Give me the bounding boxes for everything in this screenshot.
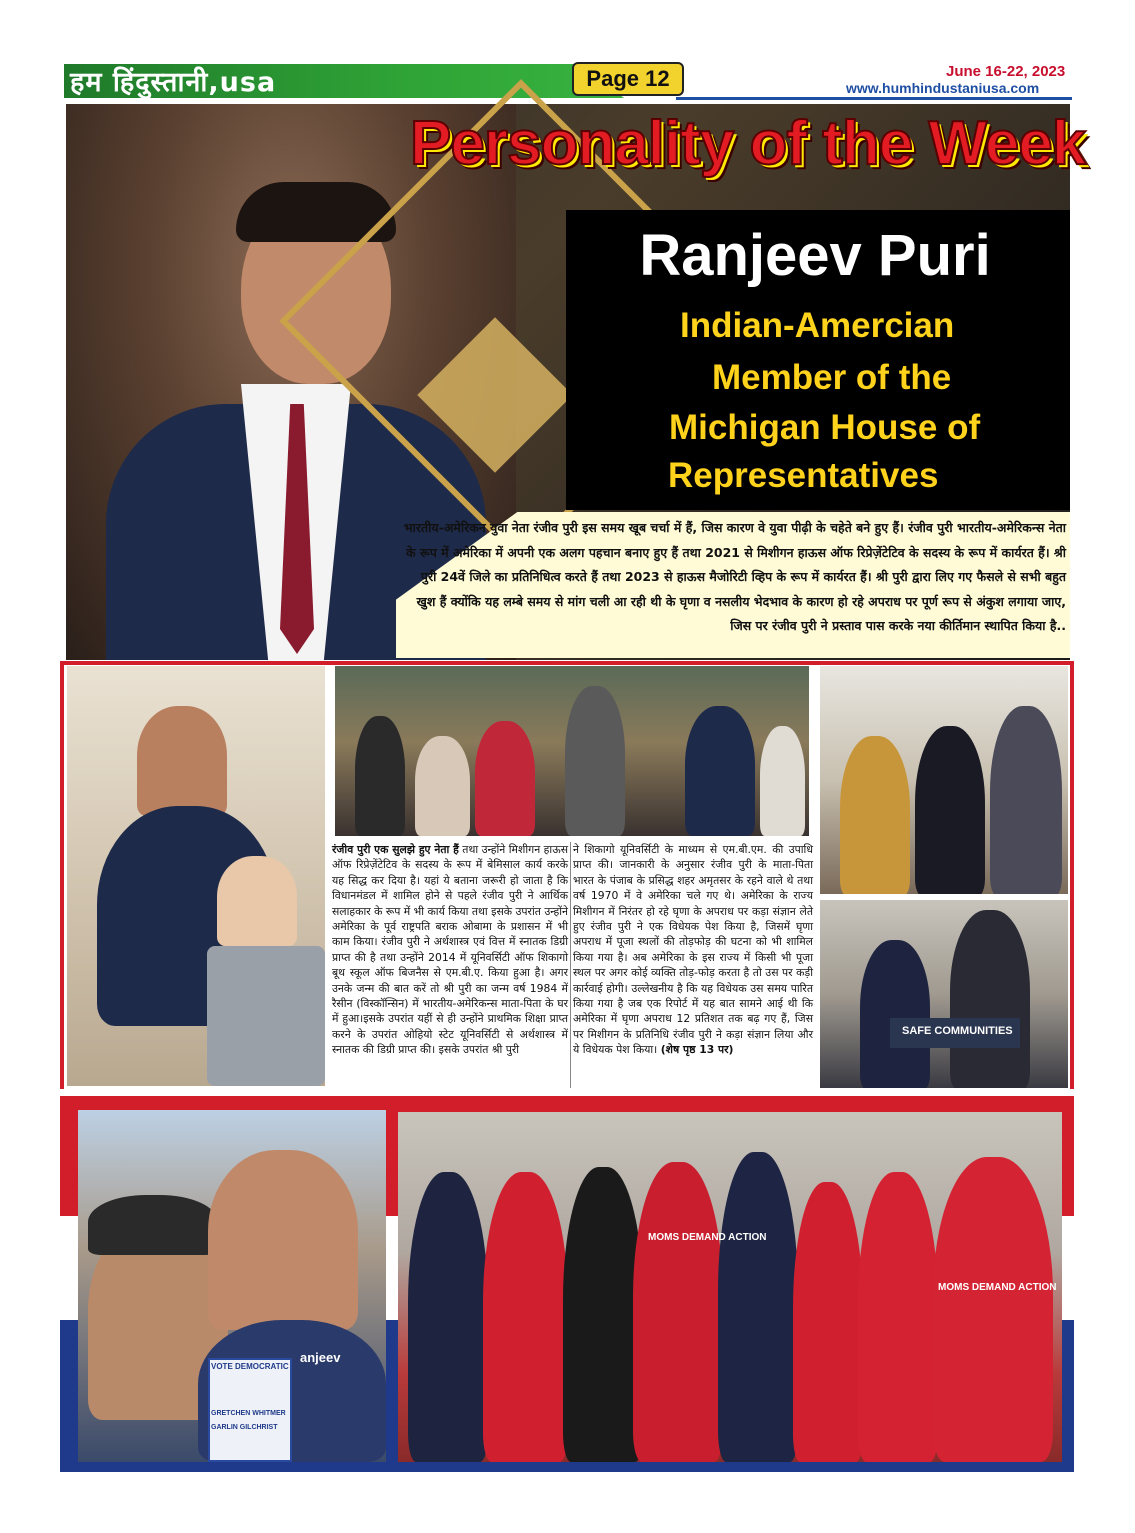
article-column-2-body: ने शिकागो यूनिवर्सिटी के माध्यम से एम.बी.एम. की उपाधि प्राप्त की। जानकारी के अनुसार रंजीव पुरी के माता-पिता भारत के पंजाब के प्रसिद्ध शहर अमृतसर के रहने वाले थे तथा वर्ष 1970 में वे अमेरिका चले गए थे। अमेरिका के राज्य मिशीगन में निरंतर हो रहे घृणा के अपराध पर कड़ा संज्ञान लेते हुए रंजीव पुरी ने एक विधेयक पेश किया है, जिसमें घृणा अपराध में पूजा स्थलों की तोड़फोड़ की घटना को भी शामिल किया गया है। अब अमेरिका के इस राज्य में किसी भी पूजा स्थल पर अगर कोई व्यक्ति तोड़-फोड़ करता है तो उस पर कड़ी कार्रवाई होगी। उल्लेखनीय है कि यह विधेयक उस समय पारित किया गया है जब एक रिपोर्ट में यह बात सामने आई थी कि अमेरिका में घृणा अपराध 12 प्रतिशत तक बढ़ गए हैं, जिस पर मिशीगन के प्रतिनिधि रंजीव पुरी ने कड़ा संज्ञान लिया और ये विधेयक पेश किया। — [573, 843, 813, 1057]
photo-2-person-1 — [355, 716, 405, 836]
page-number: Page 12 — [586, 66, 670, 91]
photo-3-woman-1 — [840, 736, 910, 894]
photo-3-ranjeev — [990, 706, 1062, 894]
photo-6-woman-5 — [793, 1182, 863, 1462]
subtitle-line-2: Member of the — [712, 358, 952, 397]
photo-6-ranjeev — [718, 1152, 798, 1462]
door-hanger-gretchen: GRETCHEN WHITMER — [211, 1410, 286, 1417]
photo-6-woman-3 — [563, 1167, 643, 1462]
moms-demand-shirt-2: MOMS DEMAND ACTION — [938, 1282, 1057, 1293]
photo-with-baby — [67, 666, 325, 1086]
photo-2-person-6 — [760, 726, 805, 836]
photo-2-person-2 — [415, 736, 470, 836]
safe-communities-text: SAFE COMMUNITIES — [902, 1025, 1013, 1037]
subtitle-line-3: Michigan House of — [669, 408, 981, 447]
article-column-1 — [332, 842, 568, 1058]
photo-with-governor — [820, 666, 1068, 894]
photo-1-face — [137, 706, 227, 816]
masthead-title: हम हिंदुस्तानी,usa — [70, 67, 277, 98]
header-rule — [676, 97, 1072, 100]
personality-name: Ranjeev Puri — [639, 223, 991, 288]
article-column-2 — [573, 842, 813, 1058]
issue-date: June 16-22, 2023 — [946, 63, 1066, 80]
photo-2-ranjeev — [685, 706, 755, 836]
photo-1-baby — [217, 856, 297, 946]
photo-safe-communities — [820, 900, 1068, 1088]
photo-selfie-campaign — [78, 1110, 386, 1462]
column-divider — [570, 842, 571, 1088]
intro-paragraph: भारतीय-अमेरिकन युवा नेता रंजीव पुरी इस समय खूब चर्चा में हैं, जिस कारण वे युवा पीढ़ी के चहेते बने हुए हैं। रंजीव पुरी भारतीय-अमेरिकन्स नेता के रूप में अमेरिका में अपनी एक अलग पहचान बनाए हुए हैं तथा 2021 से मिशीगन हाऊस ऑफ रिप्रेज़ेंटेटिव के सदस्य के रूप में कार्यरत हैं। श्री पुरी 24वें जिले का प्रतिनिधित्व करते हैं तथा 2023 से हाऊस मैजोरिटी व्हिप के रूप में कार्यरत हैं। श्री पुरी द्वारा लिए गए फैसले से सभी बहुत खुश हैं क्योंकि यह लम्बे समय से मांग चली आ रही थी के घृणा व नसलीय भेदभाव के कारण हो रहे अपराध पर पूर्ण रूप से अंकुश लगाया जाए, जिस पर रंजीव पुरी ने प्रस्ताव पास करके नया कीर्तिमान स्थापित किया है.. — [403, 520, 1066, 633]
continued-note: (शेष पृष्ठ 13 पर) — [660, 1043, 734, 1057]
photo-6-woman-2 — [483, 1172, 568, 1462]
photo-6-woman-7 — [933, 1157, 1053, 1462]
photo-2-officiant — [565, 686, 625, 836]
page-number-tab — [572, 62, 684, 96]
photo-6-woman-1 — [408, 1172, 488, 1462]
moms-demand-shirt-1: MOMS DEMAND ACTION — [648, 1232, 767, 1243]
article-column-1-body: तथा उन्होंने मिशीगन हाऊस ऑफ रिप्रेज़ेंटेटिव के सदस्य के रूप में बेमिसाल कार्य करके यह सिद्ध कर दिया है। यहां ये बताना जरूरी हो जाता है कि विधानमंडल में शामिल होने से पहले रंजीव पुरी ने आर्थिक सलाहकार के रूप में भी कार्य किया तथा इसके उपरांत उन्होंने अमेरिका के पूर्व राष्ट्रपति बराक ओबामा के प्रशासन में भी काम किया। रंजीव पुरी ने अर्थशास्त्र एवं वित्त में स्नातक डिग्री प्राप्त की है तथा उन्होंने 2014 में यूनिवर्सिटी ऑफ शिकागो बूथ स्कूल ऑफ बिजनैस से एम.बी.ए. किया हुआ है। अगर उनके जन्म की बात करें तो श्री पुरी का जन्म वर्ष 1984 में रैसीन (विस्कॉन्सिन) में भारतीय-अमेरिकन्स माता-पिता के घर में हुआ।इसके उपरांत यहीं से ही उन्होंने प्राथमिक शिक्षा प्राप्त करने के उपरांत ओहियो स्टेट यूनिवर्सिटी से अर्थशास्त्र में स्नातक की डिग्री प्राप्त की। इसके उपरांत श्री पुरी — [332, 843, 568, 1057]
subtitle-line-4: Representatives — [668, 456, 939, 495]
photo-5-ranjeev — [208, 1150, 358, 1330]
photo-swearing-in — [335, 666, 809, 836]
website-link[interactable]: www.humhindustaniusa.com — [846, 80, 1040, 96]
photo-moms-demand-action — [398, 1112, 1062, 1462]
article-lead: रंजीव पुरी एक सुलझे हुए नेता हैं — [332, 843, 459, 856]
photo-2-person-3 — [475, 721, 535, 836]
photo-4-ranjeev — [950, 910, 1030, 1088]
jacket-name-text: anjeev — [300, 1350, 341, 1365]
subtitle-line-1: Indian-Amercian — [680, 306, 955, 345]
door-hanger-garlin: GARLIN GILCHRIST — [211, 1424, 278, 1431]
section-title: Personality of the Week — [410, 109, 1086, 178]
photo-6-woman-6 — [858, 1172, 938, 1462]
door-hanger-vote: VOTE DEMOCRATIC — [211, 1362, 289, 1371]
photo-1-laptop — [207, 946, 325, 1086]
photo-3-governor — [915, 726, 985, 894]
photo-5-beanie — [88, 1195, 218, 1255]
photo-6-woman-4 — [633, 1162, 723, 1462]
photo-4-governor — [860, 940, 930, 1088]
